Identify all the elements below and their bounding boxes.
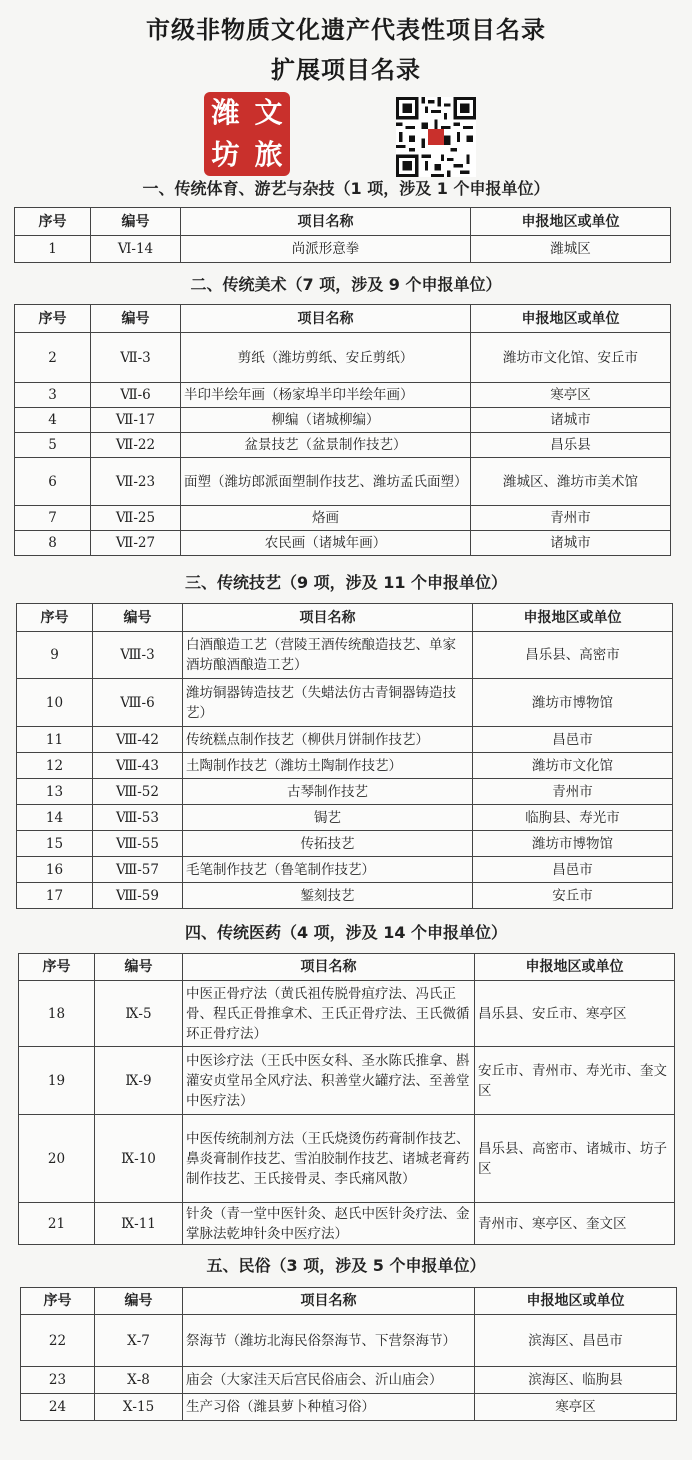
table-sports <box>14 207 671 263</box>
cell-code: Ⅶ-6 <box>91 383 181 408</box>
cell-name: 锔艺 <box>183 805 473 831</box>
cell-code: Ⅷ-43 <box>93 753 183 779</box>
cell-region: 滨海区、昌邑市 <box>475 1315 677 1367</box>
cell-region: 青州市 <box>473 779 673 805</box>
table-row <box>15 433 671 458</box>
table-row <box>19 1203 675 1245</box>
page-title: 市级非物质文化遗产代表性项目名录 <box>146 16 546 44</box>
cell-code: Ⅶ-3 <box>91 333 181 383</box>
cell-name: 古琴制作技艺 <box>183 779 473 805</box>
cell-name: 潍坊铜器铸造技艺（失蜡法仿古青铜器铸造技艺） <box>183 679 473 727</box>
header-name: 项目名称 <box>181 208 471 236</box>
table-row <box>17 805 673 831</box>
cell-no: 5 <box>15 433 91 458</box>
table-row <box>21 1315 677 1367</box>
cell-name: 面塑（潍坊郎派面塑制作技艺、潍坊孟氏面塑） <box>181 458 471 506</box>
cell-name: 剪纸（潍坊剪纸、安丘剪纸） <box>181 333 471 383</box>
table-row <box>17 727 673 753</box>
cell-no: 10 <box>17 679 93 727</box>
cell-code: Ⅶ-27 <box>91 531 181 556</box>
qr-code-icon[interactable] <box>396 97 476 177</box>
cell-region: 安丘市、青州市、寿光市、奎文区 <box>475 1047 675 1115</box>
table-row <box>17 632 673 679</box>
header-name: 项目名称 <box>183 954 475 981</box>
cell-region: 潍坊市博物馆 <box>473 679 673 727</box>
header-region: 申报地区或单位 <box>471 305 671 333</box>
cell-name: 祭海节（潍坊北海民俗祭海节、下营祭海节） <box>183 1315 475 1367</box>
cell-no: 4 <box>15 408 91 433</box>
cell-name: 庙会（大家洼天后宫民俗庙会、沂山庙会） <box>183 1367 475 1394</box>
table-header-row <box>15 305 671 333</box>
cell-no: 1 <box>15 236 91 263</box>
cell-no: 7 <box>15 506 91 531</box>
cell-no: 8 <box>15 531 91 556</box>
cell-no: 15 <box>17 831 93 857</box>
cell-name: 柳编（诸城柳编） <box>181 408 471 433</box>
header-no: 序号 <box>15 305 91 333</box>
table-row <box>15 236 671 263</box>
header-name: 项目名称 <box>183 604 473 632</box>
table-row <box>15 383 671 408</box>
table-header-row <box>17 604 673 632</box>
cell-no: 24 <box>21 1394 95 1421</box>
table-medicine <box>18 953 675 1245</box>
table-row <box>15 506 671 531</box>
page-subtitle: 扩展项目名录 <box>271 56 421 84</box>
cell-code: Ⅶ-17 <box>91 408 181 433</box>
header-region: 申报地区或单位 <box>475 954 675 981</box>
header-name: 项目名称 <box>181 305 471 333</box>
cell-no: 14 <box>17 805 93 831</box>
cell-no: 9 <box>17 632 93 679</box>
table-row <box>19 981 675 1047</box>
header-no: 序号 <box>15 208 91 236</box>
cell-region: 寒亭区 <box>471 383 671 408</box>
cell-region: 潍坊市文化馆、安丘市 <box>471 333 671 383</box>
cell-code: Ⅹ-15 <box>95 1394 183 1421</box>
cell-no: 12 <box>17 753 93 779</box>
cell-name: 中医传统制剂方法（王氏烧烫伤药膏制作技艺、鼻炎膏制作技艺、雪泊胶制作技艺、诸城老膏药制作技艺、王氏接骨灵、李氏痛风散） <box>183 1115 475 1203</box>
cell-code: Ⅷ-57 <box>93 857 183 883</box>
cell-name: 生产习俗（潍县萝卜种植习俗） <box>183 1394 475 1421</box>
header-no: 序号 <box>19 954 95 981</box>
table-row <box>15 408 671 433</box>
cell-region: 昌乐县 <box>471 433 671 458</box>
cell-region: 青州市、寒亭区、奎文区 <box>475 1203 675 1245</box>
cell-region: 潍城区、潍坊市美术馆 <box>471 458 671 506</box>
cell-no: 11 <box>17 727 93 753</box>
cell-code: Ⅷ-59 <box>93 883 183 909</box>
table-folk-customs <box>20 1287 677 1421</box>
cell-name: 烙画 <box>181 506 471 531</box>
cell-no: 3 <box>15 383 91 408</box>
table-row <box>15 333 671 383</box>
cell-name: 针灸（青一堂中医针灸、赵氏中医针灸疗法、金掌脉法乾坤针灸中医疗法） <box>183 1203 475 1245</box>
cell-name: 白酒酿造工艺（营陵王酒传统酿造技艺、单家酒坊酿酒酿造工艺） <box>183 632 473 679</box>
cell-region: 青州市 <box>471 506 671 531</box>
cell-code: Ⅵ-14 <box>91 236 181 263</box>
cell-region: 临朐县、寿光市 <box>473 805 673 831</box>
cell-name: 毛笔制作技艺（鲁笔制作技艺） <box>183 857 473 883</box>
table-row <box>17 831 673 857</box>
cell-region: 寒亭区 <box>475 1394 677 1421</box>
seal-char: 旅 <box>254 138 283 171</box>
cell-region: 潍坊市文化馆 <box>473 753 673 779</box>
header-name: 项目名称 <box>183 1288 475 1315</box>
cell-no: 6 <box>15 458 91 506</box>
cell-code: Ⅶ-23 <box>91 458 181 506</box>
header-no: 序号 <box>17 604 93 632</box>
cell-region: 昌乐县、高密市、诸城市、坊子区 <box>475 1115 675 1203</box>
cell-name: 尚派形意拳 <box>181 236 471 263</box>
table-header-row <box>21 1288 677 1315</box>
table-header-row <box>15 208 671 236</box>
header-region: 申报地区或单位 <box>471 208 671 236</box>
header-code: 编号 <box>93 604 183 632</box>
section-title-sports: 一、传统体育、游艺与杂技（1 项，涉及 1 个申报单位） <box>142 179 550 198</box>
cell-region: 滨海区、临朐县 <box>475 1367 677 1394</box>
cell-name: 中医正骨疗法（黄氏祖传脱骨疽疗法、冯氏正骨、程氏正骨推拿术、王氏正骨疗法、王氏微循环正骨疗法） <box>183 981 475 1047</box>
section-title-crafts: 三、传统技艺（9 项，涉及 11 个申报单位） <box>184 573 508 592</box>
header-code: 编号 <box>95 954 183 981</box>
table-row <box>21 1367 677 1394</box>
cell-name: 土陶制作技艺（潍坊土陶制作技艺） <box>183 753 473 779</box>
cell-code: Ⅷ-6 <box>93 679 183 727</box>
cell-no: 16 <box>17 857 93 883</box>
cell-code: Ⅸ-5 <box>95 981 183 1047</box>
cell-region: 昌邑市 <box>473 857 673 883</box>
table-row <box>19 1115 675 1203</box>
cell-code: Ⅹ-8 <box>95 1367 183 1394</box>
cell-no: 23 <box>21 1367 95 1394</box>
cell-no: 22 <box>21 1315 95 1367</box>
header-region: 申报地区或单位 <box>473 604 673 632</box>
cell-region: 昌乐县、高密市 <box>473 632 673 679</box>
section-title-folk-customs: 五、民俗（3 项，涉及 5 个申报单位） <box>206 1256 486 1275</box>
cell-name: 錾刻技艺 <box>183 883 473 909</box>
weifang-culture-tourism-seal <box>204 92 290 176</box>
cell-code: Ⅸ-10 <box>95 1115 183 1203</box>
header-code: 编号 <box>95 1288 183 1315</box>
table-row <box>19 1047 675 1115</box>
cell-code: Ⅹ-7 <box>95 1315 183 1367</box>
section-title-fine-arts: 二、传统美术（7 项，涉及 9 个申报单位） <box>190 275 502 294</box>
cell-region: 潍坊市博物馆 <box>473 831 673 857</box>
seal-char: 坊 <box>211 138 240 171</box>
cell-region: 昌邑市 <box>473 727 673 753</box>
cell-name: 传拓技艺 <box>183 831 473 857</box>
cell-code: Ⅶ-22 <box>91 433 181 458</box>
cell-no: 13 <box>17 779 93 805</box>
cell-no: 19 <box>19 1047 95 1115</box>
header-code: 编号 <box>91 208 181 236</box>
cell-name: 传统糕点制作技艺（柳供月饼制作技艺） <box>183 727 473 753</box>
cell-name: 中医诊疗法（王氏中医女科、圣水陈氏推拿、斟灌安贞堂吊全风疗法、积善堂火罐疗法、至善堂中医疗法） <box>183 1047 475 1115</box>
cell-region: 诸城市 <box>471 408 671 433</box>
cell-code: Ⅷ-55 <box>93 831 183 857</box>
cell-name: 农民画（诸城年画） <box>181 531 471 556</box>
header-region: 申报地区或单位 <box>475 1288 677 1315</box>
table-fine-arts <box>14 304 671 556</box>
cell-code: Ⅶ-25 <box>91 506 181 531</box>
table-crafts <box>16 603 673 909</box>
cell-code: Ⅸ-11 <box>95 1203 183 1245</box>
table-row <box>15 531 671 556</box>
table-header-row <box>19 954 675 981</box>
table-row <box>15 458 671 506</box>
cell-name: 盆景技艺（盆景制作技艺） <box>181 433 471 458</box>
cell-code: Ⅷ-42 <box>93 727 183 753</box>
table-row <box>21 1394 677 1421</box>
table-row <box>17 883 673 909</box>
cell-code: Ⅷ-3 <box>93 632 183 679</box>
cell-code: Ⅷ-53 <box>93 805 183 831</box>
table-row <box>17 857 673 883</box>
table-row <box>17 753 673 779</box>
cell-name: 半印半绘年画（杨家埠半印半绘年画） <box>181 383 471 408</box>
seal-char: 潍 <box>211 96 240 129</box>
cell-region: 昌乐县、安丘市、寒亭区 <box>475 981 675 1047</box>
cell-no: 18 <box>19 981 95 1047</box>
header-no: 序号 <box>21 1288 95 1315</box>
cell-no: 20 <box>19 1115 95 1203</box>
cell-no: 2 <box>15 333 91 383</box>
cell-region: 诸城市 <box>471 531 671 556</box>
seal-char: 文 <box>254 96 283 129</box>
cell-code: Ⅷ-52 <box>93 779 183 805</box>
cell-region: 安丘市 <box>473 883 673 909</box>
cell-no: 21 <box>19 1203 95 1245</box>
table-row <box>17 779 673 805</box>
cell-no: 17 <box>17 883 93 909</box>
cell-region: 潍城区 <box>471 236 671 263</box>
header-code: 编号 <box>91 305 181 333</box>
section-title-medicine: 四、传统医药（4 项，涉及 14 个申报单位） <box>184 923 508 942</box>
table-row <box>17 679 673 727</box>
cell-code: Ⅸ-9 <box>95 1047 183 1115</box>
